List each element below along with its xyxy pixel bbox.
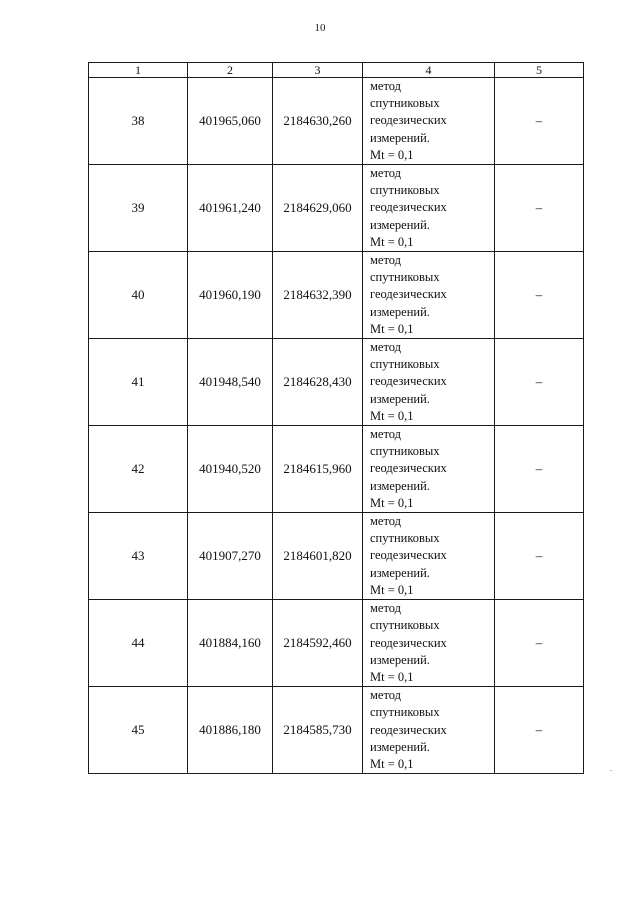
x-coordinate-cell: 401884,160 (188, 600, 273, 687)
method-cell (363, 339, 495, 426)
note-cell: – (495, 339, 584, 426)
note-cell: – (495, 165, 584, 252)
y-coordinate-cell: 2184630,260 (273, 78, 363, 165)
method-cell (363, 513, 495, 600)
point-number-cell: 43 (89, 513, 188, 600)
y-coordinate-cell: 2184592,460 (273, 600, 363, 687)
note-cell: – (495, 513, 584, 600)
method-line: Mt = 0,1 (370, 234, 414, 249)
method-line: Mt = 0,1 (370, 756, 414, 771)
method-line: Mt = 0,1 (370, 582, 414, 597)
method-line: Mt = 0,1 (370, 147, 414, 162)
method-line: геодезических (370, 548, 447, 563)
method-line: измерений. (370, 652, 430, 667)
column-header-4: 4 (363, 63, 495, 78)
column-header-2: 2 (188, 63, 273, 78)
method-cell (363, 252, 495, 339)
x-coordinate-cell: 401960,190 (188, 252, 273, 339)
column-header-5: 5 (495, 63, 584, 78)
table-row (89, 339, 584, 426)
y-coordinate-cell: 2184629,060 (273, 165, 363, 252)
method-line: метод (370, 79, 402, 93)
method-line: измерений. (370, 565, 430, 580)
page-number: 10 (314, 22, 326, 34)
method-cell (363, 78, 495, 165)
table-row (89, 687, 584, 774)
method-line: измерений. (370, 217, 430, 232)
method-line: измерений. (370, 304, 430, 319)
method-line: спутниковых (370, 618, 440, 633)
method-line: геодезических (370, 287, 447, 302)
point-number-cell: 39 (89, 165, 188, 252)
column-header-3: 3 (273, 63, 363, 78)
method-line: измерений. (370, 391, 430, 406)
point-number-cell: 42 (89, 426, 188, 513)
note-cell: – (495, 600, 584, 687)
table-row (89, 513, 584, 600)
method-line: геодезических (370, 113, 447, 128)
table-row (89, 165, 584, 252)
method-line: метод (370, 340, 402, 355)
note-cell: – (495, 426, 584, 513)
method-line: метод (370, 514, 402, 529)
x-coordinate-cell: 401948,540 (188, 339, 273, 426)
method-line: геодезических (370, 461, 447, 476)
method-line: измерений. (370, 739, 430, 754)
y-coordinate-cell: 2184632,390 (273, 252, 363, 339)
point-number-cell: 45 (89, 687, 188, 774)
x-coordinate-cell: 401886,180 (188, 687, 273, 774)
method-line: спутниковых (370, 705, 440, 720)
note-cell: – (495, 252, 584, 339)
method-cell (363, 165, 495, 252)
method-line: спутниковых (370, 357, 440, 372)
method-cell (363, 426, 495, 513)
point-number-cell: 38 (89, 78, 188, 165)
method-line: метод (370, 427, 402, 442)
table-row (89, 426, 584, 513)
method-line: метод (370, 688, 402, 703)
method-line: спутниковых (370, 270, 440, 285)
table-body (89, 78, 584, 774)
method-cell (363, 600, 495, 687)
method-line: геодезических (370, 635, 447, 650)
y-coordinate-cell: 2184628,430 (273, 339, 363, 426)
method-line: спутниковых (370, 96, 440, 111)
method-line: геодезических (370, 722, 447, 737)
table-row (89, 78, 584, 165)
method-line: спутниковых (370, 531, 440, 546)
point-number-cell: 40 (89, 252, 188, 339)
method-line: геодезических (370, 374, 447, 389)
method-line: геодезических (370, 200, 447, 215)
x-coordinate-cell: 401965,060 (188, 78, 273, 165)
table-row (89, 600, 584, 687)
y-coordinate-cell: 2184601,820 (273, 513, 363, 600)
method-line: Mt = 0,1 (370, 495, 414, 510)
y-coordinate-cell: 2184585,730 (273, 687, 363, 774)
y-coordinate-cell: 2184615,960 (273, 426, 363, 513)
scan-speck (610, 770, 612, 771)
coordinates-table (88, 62, 584, 774)
method-line: измерений. (370, 130, 430, 145)
method-line: спутниковых (370, 444, 440, 459)
x-coordinate-cell: 401907,270 (188, 513, 273, 600)
method-line: метод (370, 253, 402, 268)
method-line: Mt = 0,1 (370, 321, 414, 336)
table-row (89, 252, 584, 339)
table-header-row (89, 63, 584, 78)
point-number-cell: 44 (89, 600, 188, 687)
method-line: метод (370, 166, 402, 181)
method-line: метод (370, 601, 402, 616)
point-number-cell: 41 (89, 339, 188, 426)
method-line: Mt = 0,1 (370, 669, 414, 684)
column-header-1: 1 (89, 63, 188, 78)
method-cell (363, 687, 495, 774)
method-line: измерений. (370, 478, 430, 493)
x-coordinate-cell: 401961,240 (188, 165, 273, 252)
method-line: спутниковых (370, 183, 440, 198)
x-coordinate-cell: 401940,520 (188, 426, 273, 513)
note-cell: – (495, 687, 584, 774)
note-cell: – (495, 78, 584, 165)
method-line: Mt = 0,1 (370, 408, 414, 423)
